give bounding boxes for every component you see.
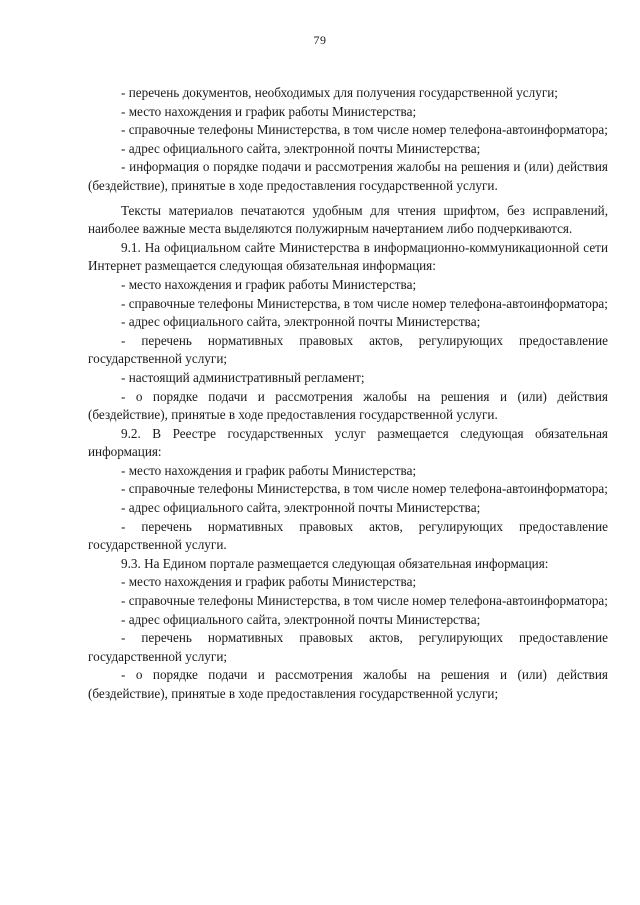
paragraph: - информация о порядке подачи и рассмотрения жалобы на решения и (или) действия (бездействие), принятые в ходе предоставления государственной услуги. [88, 159, 608, 193]
paragraph: - справочные телефоны Министерства, в том числе номер телефона-автоинформатора; [121, 122, 608, 138]
paragraph: - о порядке подачи и рассмотрения жалобы на решения и (или) действия (бездействие), принятые в ходе предоставления государственной услуги; [88, 667, 608, 701]
paragraph: - перечень нормативных правовых актов, регулирующих предоставление государственной услуги; [88, 332, 608, 367]
paragraph: - адрес официального сайта, электронной почты Министерства; [121, 611, 481, 627]
paragraph: - справочные телефоны Министерства, в том числе номер телефона-автоинформатора; [121, 295, 608, 311]
page-number: 79 [313, 33, 327, 47]
paragraph: - место нахождения и график работы Министерства; [121, 462, 417, 478]
paragraph: 9.1. На официальном сайте Министерства в информационно-коммуникационной сети Интернет размещается следующая обязательная информация: [88, 239, 608, 274]
paragraph: - справочные телефоны Министерства, в том числе номер телефона-автоинформатора; [121, 593, 608, 609]
paragraph: - перечень нормативных правовых актов, регулирующих предоставление государственной услуги; [88, 630, 608, 664]
paragraph: Тексты материалов печатаются удобным для чтения шрифтом, без исправлений, наиболее важные места выделяются полужирным начертанием либо подчеркиваются. [88, 202, 608, 237]
paragraph: - о порядке подачи и рассмотрения жалобы на решения и (или) действия (бездействие), принятые в ходе предоставления государственной услуги. [88, 388, 608, 423]
paragraph: - адрес официального сайта, электронной почты Министерства; [121, 140, 481, 156]
document-body [88, 84, 608, 704]
paragraph: - справочные телефоны Министерства, в том числе номер телефона-автоинформатора; [121, 481, 608, 497]
paragraph: - адрес официального сайта, электронной почты Министерства; [121, 314, 481, 330]
paragraph: - настоящий административный регламент; [121, 369, 365, 385]
paragraph: 9.2. В Реестре государственных услуг размещается следующая обязательная информация: [88, 425, 608, 460]
paragraph: - место нахождения и график работы Министерства; [121, 276, 417, 292]
paragraph: - перечень нормативных правовых актов, регулирующих предоставление государственной услуги. [88, 518, 608, 553]
paragraph: - место нахождения и график работы Министерства; [121, 574, 417, 590]
paragraph: - адрес официального сайта, электронной почты Министерства; [121, 500, 481, 516]
paragraph: - место нахождения и график работы Министерства; [121, 103, 417, 119]
paragraph: 9.3. На Едином портале размещается следующая обязательная информация: [121, 555, 549, 571]
paragraph: - перечень документов, необходимых для получения государственной услуги; [121, 85, 558, 100]
